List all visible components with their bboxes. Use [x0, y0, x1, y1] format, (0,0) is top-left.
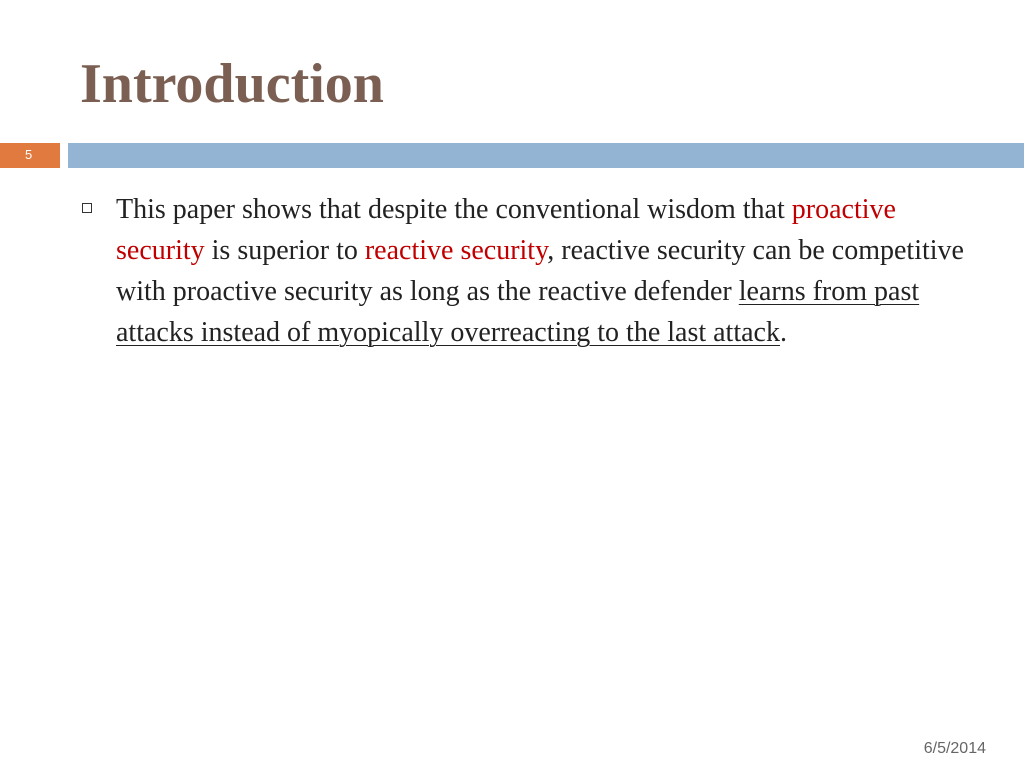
slide-number: 5 — [25, 147, 33, 162]
bullet-text-part-3: is superior to — [204, 235, 365, 266]
slide-title: Introduction — [80, 53, 384, 115]
bullet-text-part-1: This paper shows that despite the conventional wisdom that — [116, 194, 792, 225]
hollow-square-bullet-icon — [82, 203, 92, 213]
bullet-text-part-5: , reactive security can be competitive with proactive security as long as the reactive defender — [116, 235, 964, 307]
slide-date: 6/5/2014 — [923, 740, 986, 757]
bullet-text — [116, 189, 976, 353]
header-bar — [68, 143, 1024, 168]
slide-number-badge — [0, 143, 60, 168]
reactive-security-emphasis: reactive security — [364, 235, 548, 266]
underlined-key-phrase: learns from past attacks instead of myopically overreacting to the last attack — [116, 276, 920, 348]
bullet-text-part-7: . — [779, 317, 787, 348]
proactive-security-emphasis: proactive security — [116, 194, 896, 266]
